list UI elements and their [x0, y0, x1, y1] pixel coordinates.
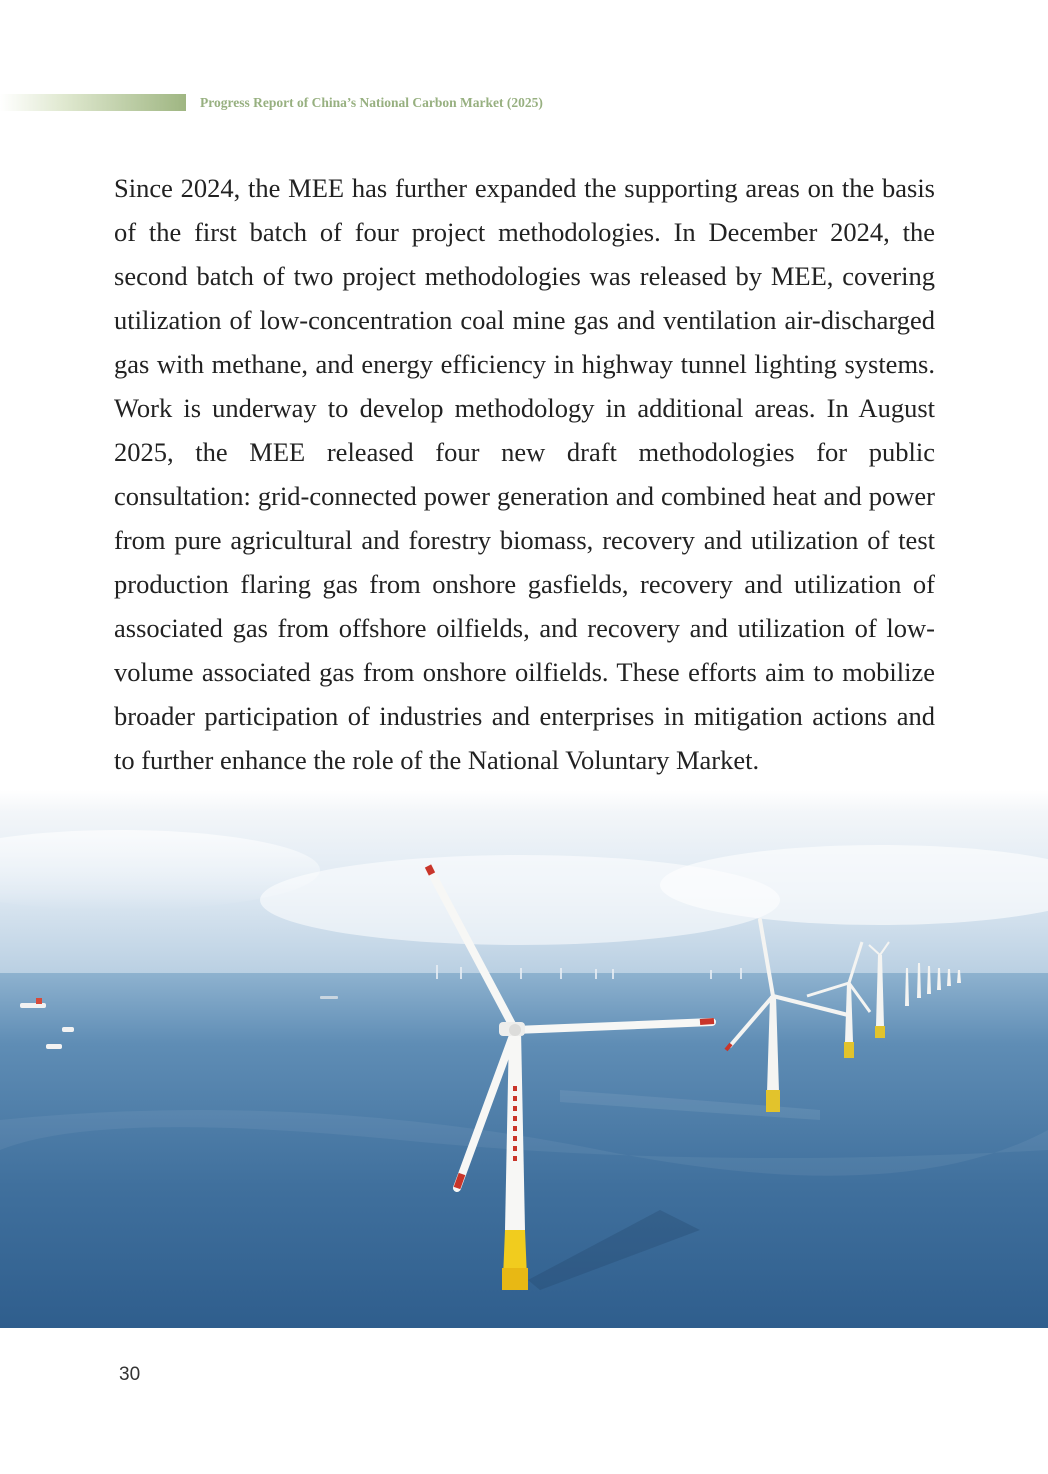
offshore-wind-farm-photo [0, 790, 1048, 1328]
header-accent-bar [0, 94, 186, 111]
running-header-title: Progress Report of China’s National Carbon Market (2025) [200, 95, 543, 110]
body-paragraph: Since 2024, the MEE has further expanded the supporting areas on the basis of the first batch of four project methodologies. In December 2024, the second batch of two project methodologies was released by MEE, covering utilization of low-concentration coal mine gas and ventilation air-discharged gas with methane, and energy efficiency in highway tunnel lighting systems. Work is underway to develop methodology in additional areas. In August 2025, the MEE released four new draft methodologies for public consultation: grid-connected power generation and combined heat and power from pure agricultural and forestry biomass, recovery and utilization of test production flaring gas from onshore gasfields, recovery and utilization of associated gas from offshore oilfields, and recovery and utilization of low-volume associated gas from onshore oilfields. These efforts aim to mobilize broader participation of industries and enterprises in mitigation actions and to further enhance the role of the National Voluntary Market. [114, 173, 935, 775]
page-number: 30 [119, 1364, 141, 1385]
